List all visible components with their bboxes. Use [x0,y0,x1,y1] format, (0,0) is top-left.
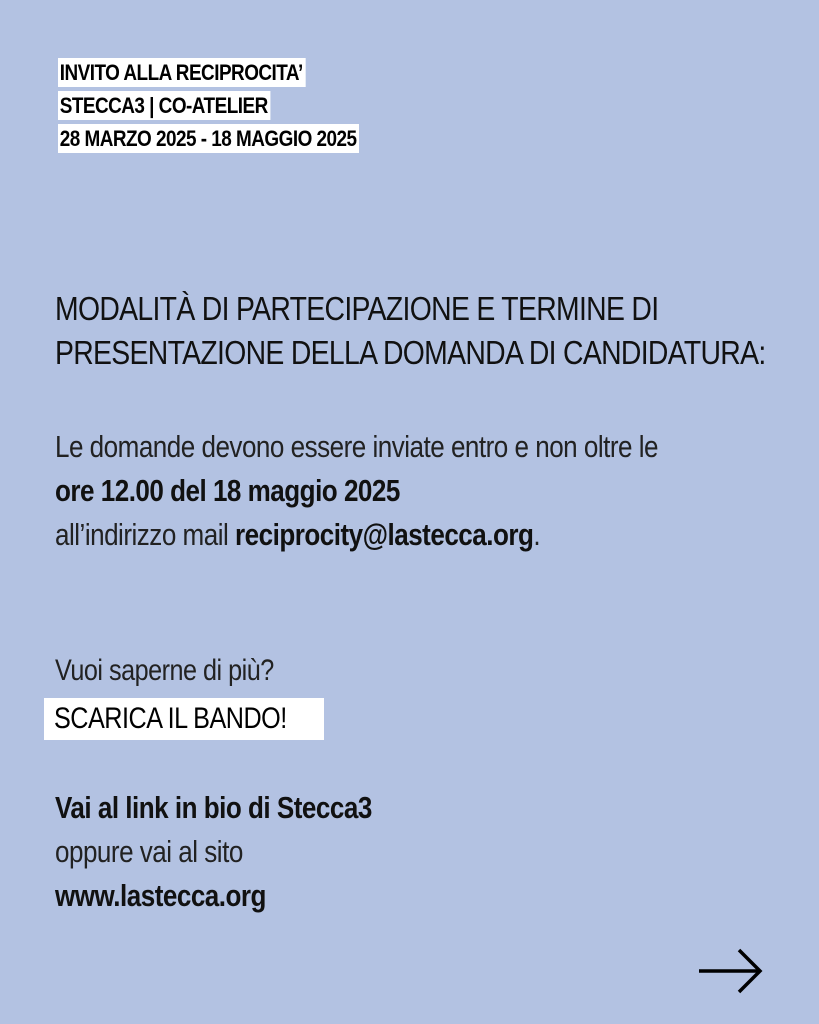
body-line-1: Le domande devono essere inviate entro e non oltre le [55,429,659,464]
header-title: INVITO ALLA RECIPROCITA’ [58,58,305,87]
mail-line [55,513,658,557]
download-call-button[interactable] [44,698,324,740]
mail-suffix: . [533,517,541,552]
more-question: Vuoi saperne di più? [55,654,274,687]
header-venue: STECCA3 | CO-ATELIER [58,91,270,120]
more-info [55,651,315,691]
arrow-right-icon[interactable] [697,945,765,997]
download-call-label: SCARICA IL BANDO! [54,702,287,735]
header-block [58,58,408,157]
deadline-text: ore 12.00 del 18 maggio 2025 [55,473,400,508]
section-heading [55,287,766,375]
heading-line-1: MODALITÀ DI PARTECIPAZIONE E TERMINE DI [55,290,659,327]
website-link[interactable]: www.lastecca.org [55,878,266,913]
mail-prefix: all’indirizzo mail [55,517,235,552]
heading-line-2: PRESENTAZIONE DELLA DOMANDA DI CANDIDATURA: [55,334,766,371]
submission-info [55,425,658,557]
header-dates: 28 MARZO 2025 - 18 MAGGIO 2025 [58,124,359,153]
link-in-bio: Vai al link in bio di Stecca3 [55,790,372,825]
footer-block [55,786,372,918]
email-address[interactable]: reciprocity@lastecca.org [234,517,534,552]
or-site-text: oppure vai al sito [55,834,243,869]
